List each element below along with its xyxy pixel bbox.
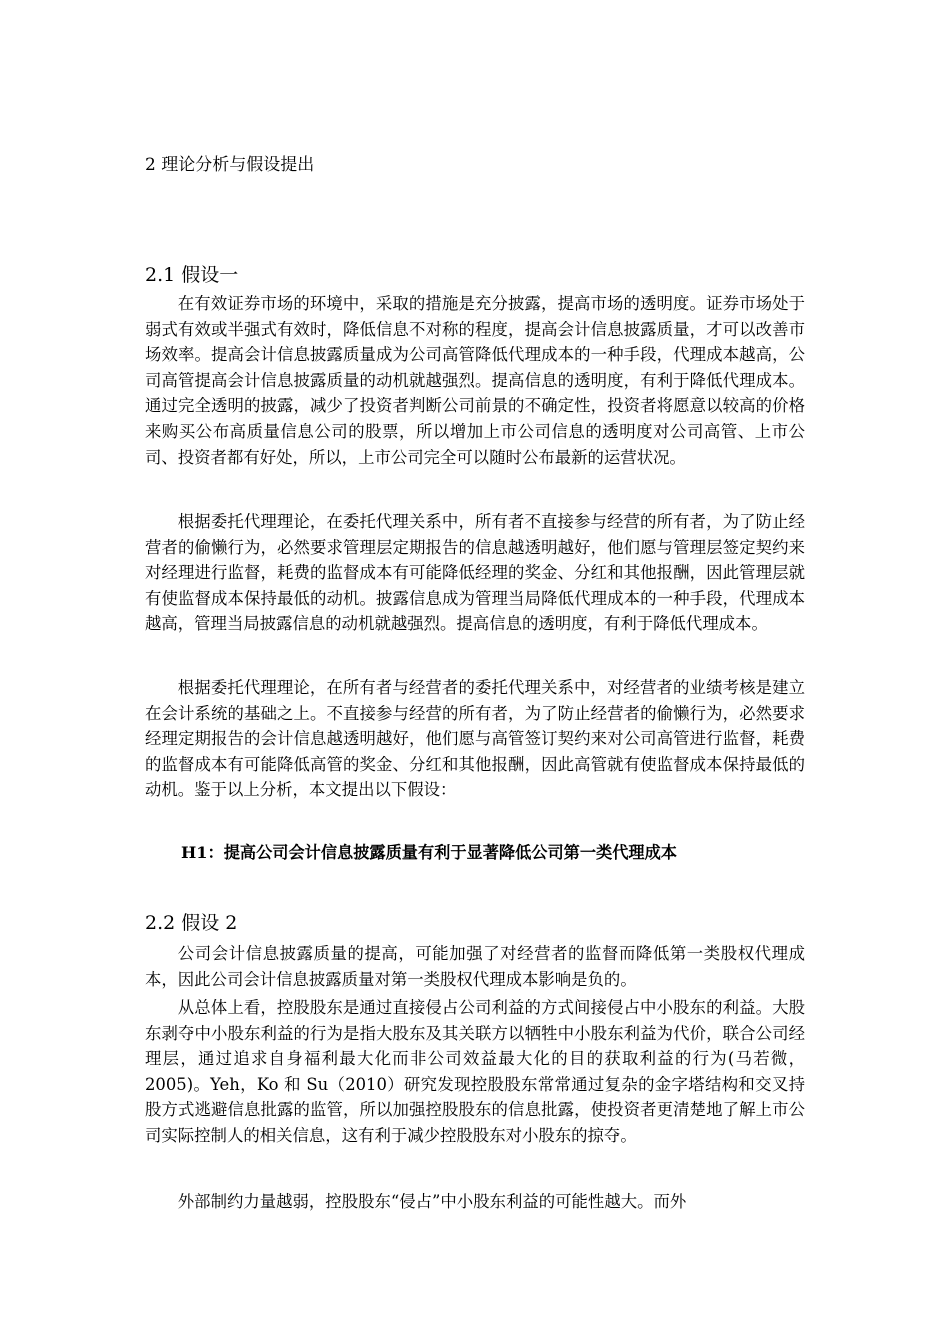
paragraph: 在有效证券市场的环境中，采取的措施是充分披露，提高市场的透明度。证券市场处于弱式有效或半强式有效时，降低信息不对称的程度，提高会计信息披露质量，才可以改善市场效率。提高会计信息披露质量成为公司高管降低代理成本的一种手段，代理成本越高，公司高管提高会计信息披露质量的动机就越强烈。提高信息的透明度，有利于降低代理成本。通过完全透明的披露，减少了投资者判断公司前景的不确定性，投资者将愿意以较高的价格来购买公布高质量信息公司的股票，所以增加上市公司信息的透明度对公司高管、上市公司、投资者都有好处，所以，上市公司完全可以随时公布最新的运营状况。 <box>145 294 805 467</box>
hypothesis-h1: H1：提高公司会计信息披露质量有利于显著降低公司第一类代理成本 <box>181 843 677 862</box>
paragraph: 根据委托代理理论，在所有者与经营者的委托代理关系中，对经营者的业绩考核是建立在会计系统的基础之上。不直接参与经营的所有者，为了防止经营者的偷懒行为，必然要求经理定期报告的会计信息越透明越好，他们愿与高管签订契约来对公司高管进行监督，耗费的监督成本有可能降低高管的奖金、分红和其他报酬，因此高管就有使监督成本保持最低的动机。鉴于以上分析，本文提出以下假设： <box>145 678 805 800</box>
section-title-2-1: 2.1 假设一 <box>145 264 239 286</box>
paragraph: 从总体上看，控股股东是通过直接侵占公司利益的方式间接侵占中小股东的利益。大股东剥夺中小股东利益的行为是指大股东及其关联方以牺牲中小股东利益为代价，联合公司经理层，通过追求自身福利最大化而非公司效益最大化的目的获取利益的行为(马若微，2005)。Yeh，Ko 和 Su（2010）研究发现控股股东常常通过复杂的金字塔结构和交叉持股方式逃避信息批露的监管，所以加强控股股东的信息批露，使投资者更清楚地了解上市公司实际控制人的相关信息，这有利于减少控股股东对小股东的掠夺。 <box>145 998 805 1145</box>
paragraph: 根据委托代理理论，在委托代理关系中，所有者不直接参与经营的所有者，为了防止经营者的偷懒行为，必然要求管理层定期报告的信息越透明越好，他们愿与管理层签定契约来对经理进行监督，耗费的监督成本有可能降低经理的奖金、分红和其他报酬，因此管理层就有使监督成本保持最低的动机。披露信息成为管理当局降低代理成本的一种手段，代理成本越高，管理当局披露信息的动机就越强烈。提高信息的透明度，有利于降低代理成本。 <box>145 512 805 634</box>
paragraph: 公司会计信息披露质量的提高，可能加强了对经营者的监督而降低第一类股权代理成本，因此公司会计信息披露质量对第一类股权代理成本影响是负的。 <box>145 944 805 989</box>
paragraph: 外部制约力量越弱，控股股东“侵占”中小股东利益的可能性越大。而外 <box>177 1192 687 1211</box>
chapter-title: 2 理论分析与假设提出 <box>145 155 315 175</box>
section-title-2-2: 2.2 假设 2 <box>145 912 238 934</box>
